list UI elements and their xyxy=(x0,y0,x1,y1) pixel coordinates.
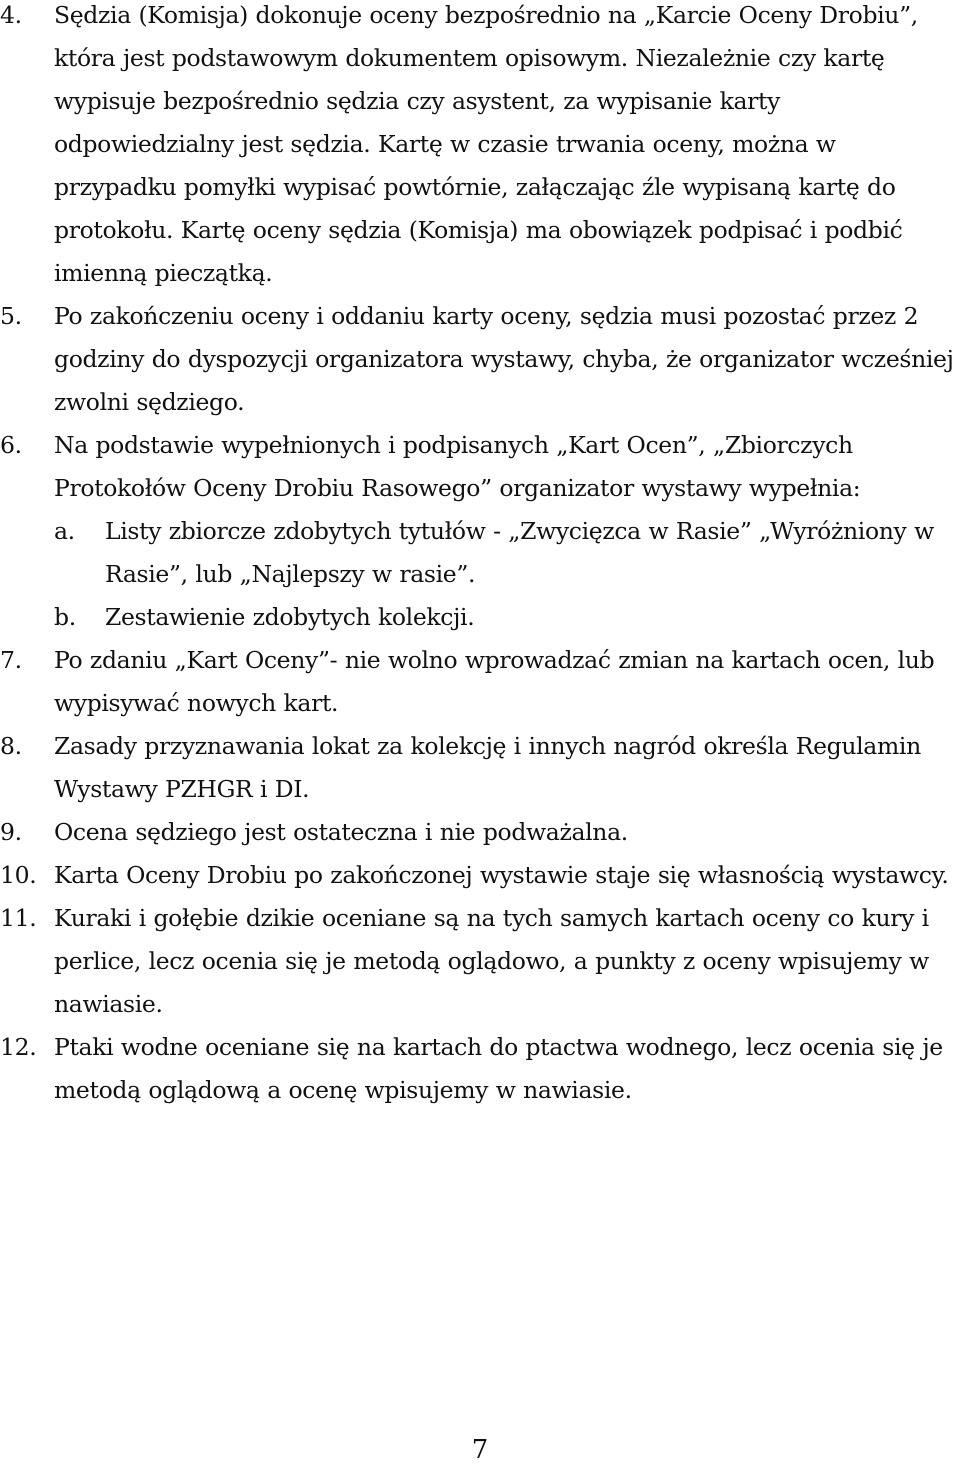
item-text: Na podstawie wypełnionych i podpisanych „Kart Ocen”, „Zbiorczych Protokołów Oceny Drobiu Rasowego” organizator wystawy wypełnia: xyxy=(54,431,861,502)
item-number: 8. xyxy=(0,732,22,760)
list-item xyxy=(0,639,960,725)
item-text: Zasady przyznawania lokat za kolekcję i innych nagród określa Regulamin Wystawy PZHGR i DI. xyxy=(54,732,921,803)
item-text: Karta Oceny Drobiu po zakończonej wystawie staje się własnością wystawcy. xyxy=(54,861,949,889)
list-item xyxy=(0,295,960,424)
item-number: 6. xyxy=(0,431,22,459)
item-text: Po zakończeniu oceny i oddaniu karty oceny, sędzia musi pozostać przez 2 godziny do dyspozycji organizatora wystawy, chyba, że organizator wcześniej zwolni sędziego. xyxy=(54,302,954,416)
item-number: 9. xyxy=(0,818,22,846)
item-text: Kuraki i gołębie dzikie oceniane są na tych samych kartach oceny co kury i perlice, lecz ocenia się je metodą oglądowo, a punkty z oceny wpisujemy w nawiasie. xyxy=(54,904,929,1018)
list-item xyxy=(0,424,960,639)
item-number: 5. xyxy=(0,302,22,330)
sub-list-item xyxy=(54,510,960,596)
item-number: 10. xyxy=(0,861,37,889)
item-number: 12. xyxy=(0,1033,37,1061)
item-number: 4. xyxy=(0,1,22,29)
sub-list-item xyxy=(54,596,960,639)
sub-item-letter: b. xyxy=(54,603,76,631)
item-number: 11. xyxy=(0,904,37,932)
item-text: Ptaki wodne oceniane się na kartach do ptactwa wodnego, lecz ocenia się je metodą oglądową a ocenę wpisujemy w nawiasie. xyxy=(54,1033,943,1104)
sub-item-text: Listy zbiorcze zdobytych tytułów - „Zwycięzca w Rasie” „Wyróżniony w Rasie”, lub „Najlepszy w rasie”. xyxy=(105,517,934,588)
list-item xyxy=(0,811,960,854)
item-text: Sędzia (Komisja) dokonuje oceny bezpośrednio na „Karcie Oceny Drobiu”, która jest podstawowym dokumentem opisowym. Niezależnie czy kartę wypisuje bezpośrednio sędzia czy asystent, za wypisanie karty odpowiedzialny jest sędzia. Kartę w czasie trwania oceny, można w przypadku pomyłki wypisać powtórnie, załączając źle wypisaną kartę do protokołu. Kartę oceny sędzia (Komisja) ma obowiązek podpisać i podbić imienną pieczątką. xyxy=(54,1,918,287)
sub-item-text: Zestawienie zdobytych kolekcji. xyxy=(105,603,475,631)
list-item xyxy=(0,897,960,1026)
item-text: Ocena sędziego jest ostateczna i nie podważalna. xyxy=(54,818,628,846)
sub-item-letter: a. xyxy=(54,517,75,545)
item-number: 7. xyxy=(0,646,22,674)
page-number: 7 xyxy=(471,1435,489,1465)
list-item xyxy=(0,854,960,897)
item-text: Po zdaniu „Kart Oceny”- nie wolno wprowadzać zmian na kartach ocen, lub wypisywać nowych kart. xyxy=(54,646,935,717)
list-item xyxy=(0,1026,960,1112)
list-item xyxy=(0,725,960,811)
list-item xyxy=(0,0,960,295)
